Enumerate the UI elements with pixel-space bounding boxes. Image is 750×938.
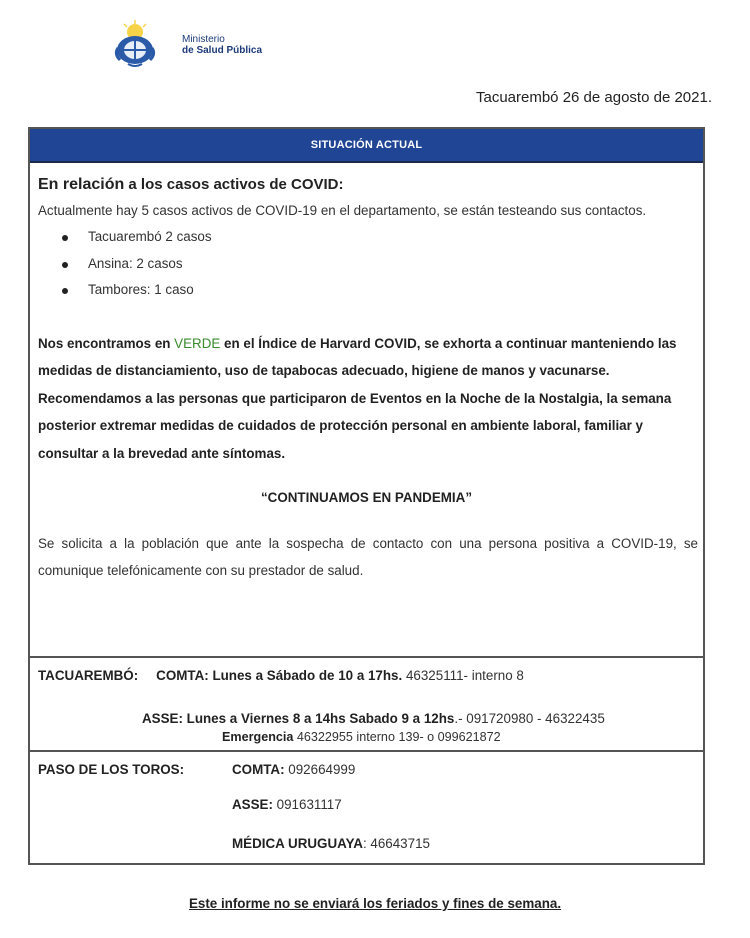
report-date: Tacuarembó 26 de agosto de 2021.: [475, 89, 712, 106]
case-text: Tacuarembó 2 casos: [88, 229, 212, 244]
footer-note: Este informe no se enviará los feriados y fines de semana.: [188, 896, 562, 911]
tacuarembo-asse-row: [142, 711, 605, 726]
paso-de-los-toros-contacts: [30, 752, 703, 864]
box-title: SITUACIÓN ACTUAL: [30, 129, 703, 163]
active-cases-section: [30, 163, 703, 656]
city-name: PASO DE LOS TOROS:: [38, 762, 185, 777]
asse-hours: ASSE: Lunes a Viernes 8 a 14hs Sabado 9 a 12hs: [142, 711, 455, 726]
contact-request-paragraph: Se solicita a la población que ante la sospecha de contacto con una persona positiva a COVID-19, se comunique telefónicamente con su prestador de salud.: [38, 536, 698, 578]
asse-phone: .- 091720980 - 46322435: [454, 711, 605, 726]
case-text: Tambores: 1 caso: [88, 282, 194, 297]
emergency-phone: 46322955 interno 139- o 099621872: [293, 730, 501, 744]
provider-row: [232, 797, 342, 812]
cases-list: [38, 224, 703, 304]
tacuarembo-contacts: [30, 658, 703, 750]
provider-label: COMTA:: [232, 762, 285, 777]
comta-phone: 46325111- interno 8: [402, 668, 524, 683]
provider-row: [232, 836, 430, 851]
bullet-icon: [62, 288, 68, 294]
recommendation-text: Recomendamos a las personas que participaron de Eventos en la Noche de la Nostalgia, la semana posterior extremar medidas de cuidados de protección personal en ambiente laboral, familiar y consultar a la brevedad ante síntomas.: [38, 390, 672, 461]
situation-box: [28, 127, 705, 865]
provider-phone: 092664999: [284, 762, 356, 777]
ministry-logo: [110, 20, 262, 70]
heading-lead: En relación: [38, 176, 125, 193]
provider-phone: : 46643715: [362, 836, 430, 851]
provider-phone: 091631117: [272, 797, 342, 812]
logo-line2: de Salud Pública: [182, 45, 263, 56]
city-label: TACUAREMBÓ:: [38, 668, 139, 683]
heading-rest: a los casos activos de COVID:: [124, 176, 344, 193]
logo-line1: Ministerio: [182, 34, 225, 45]
harvard-index-notice: [38, 330, 698, 468]
active-cases-paragraph: Actualmente hay 5 casos activos de COVID-19 en el departamento, se están testeando sus contactos.: [38, 203, 647, 218]
city-label: [38, 762, 184, 777]
case-text: Ansina: 2 casos: [88, 255, 183, 271]
slogan: “CONTINUAMOS EN PANDEMIA”: [260, 490, 473, 505]
harvard-post: en el Índice de Harvard COVID, se exhorta a continuar manteniendo las medidas de distanciamiento, uso de tapabocas adecuado, higiene de manos y vacunarse.: [38, 335, 677, 378]
emergency-label: Emergencia: [222, 730, 294, 744]
comta-hours: COMTA: Lunes a Sábado de 10 a 17hs.: [156, 668, 403, 683]
provider-label: ASSE:: [232, 797, 273, 812]
list-item: [62, 277, 703, 304]
emergency-row: [222, 730, 501, 744]
harvard-pre: Nos encontramos en: [38, 335, 175, 351]
verde-status: VERDE: [174, 335, 221, 351]
provider-row: [232, 762, 355, 777]
list-item: [62, 251, 703, 278]
provider-label: MÉDICA URUGUAYA: [232, 836, 363, 851]
bullet-icon: [62, 235, 68, 241]
list-item: [62, 224, 703, 251]
bullet-icon: [62, 262, 68, 268]
active-cases-heading: [38, 175, 703, 195]
tacuarembo-comta-row: [38, 668, 524, 683]
coat-of-arms-icon: [110, 20, 160, 70]
